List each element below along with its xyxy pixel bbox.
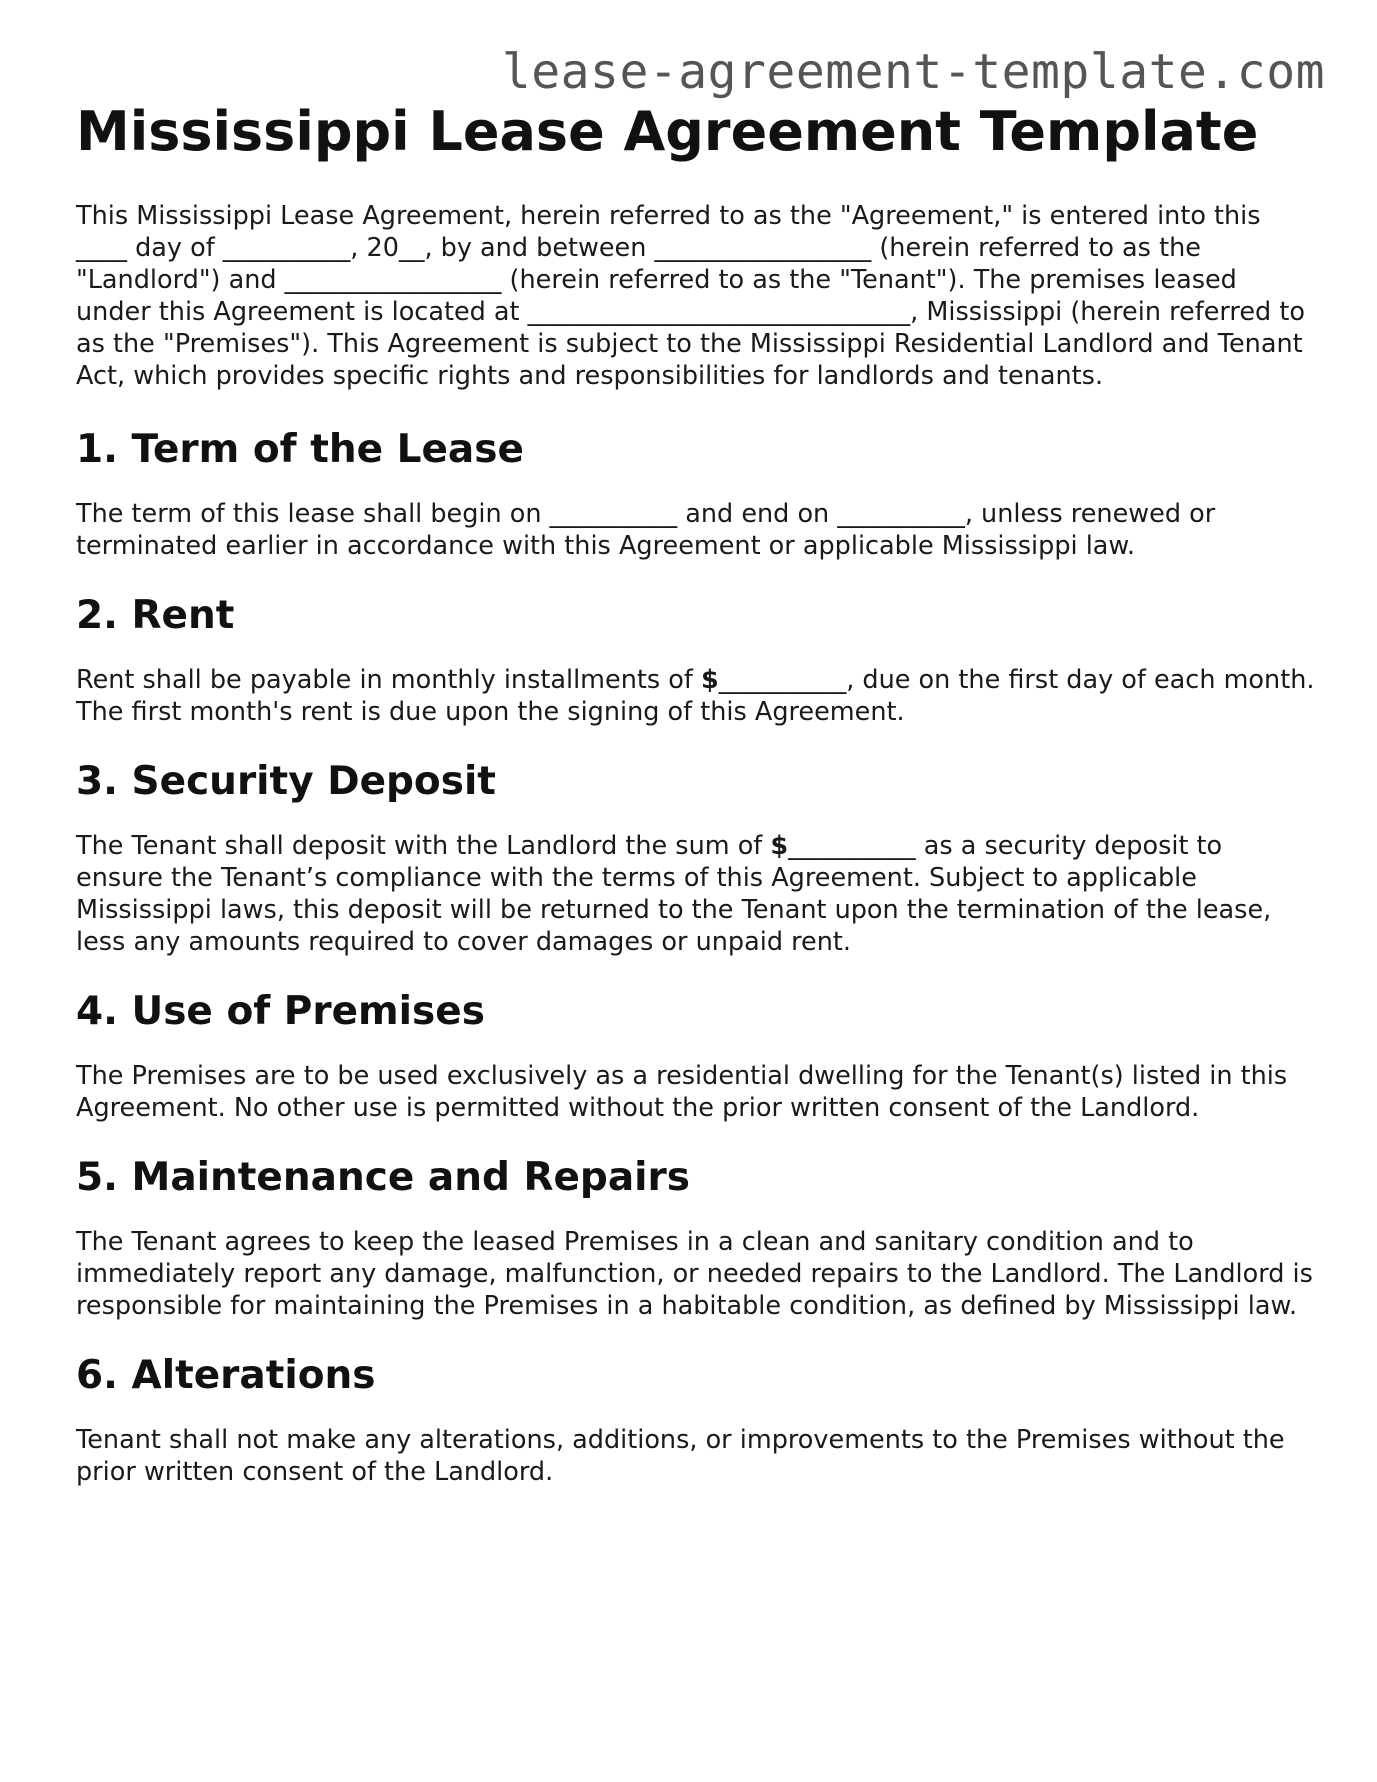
document-content [76,100,1316,1488]
intro-paragraph: This Mississippi Lease Agreement, herein referred to as the "Agreement," is entered into this ____ day of __________, 20__, by and between _________________ (herein referred to as the "Landlord") and _________________ (herein referred to as the "Tenant"). The premises leased under this Agreement is located at ______________________________, Mississippi (herein referred to as the "Premises"). This Agreement is subject to the Mississippi Residential Landlord and Tenant Act, which provides specific rights and responsibilities for landlords and tenants. [76,201,1305,391]
page-title: Mississippi Lease Agreement Template [76,100,1259,163]
section-body-use-of-premises: The Premises are to be used exclusively as a residential dwelling for the Tenant(s) listed in this Agreement. No other use is permitted without the prior written consent of the Landlord. [76,1061,1288,1123]
site-watermark: lease-agreement-template.com [501,44,1325,100]
section-body-maintenance: The Tenant agrees to keep the leased Premises in a clean and sanitary condition and to immediately report any damage, malfunction, or needed repairs to the Landlord. The Landlord is responsible for maintaining the Premises in a habitable condition, as defined by Mississippi law. [76,1227,1313,1321]
section-heading-use-of-premises: 4. Use of Premises [76,989,485,1034]
rent-text-before: Rent shall be payable in monthly installments of [76,665,701,695]
section-heading-maintenance: 5. Maintenance and Repairs [76,1155,690,1200]
section-body-rent [76,664,1316,728]
deposit-dollar-sign: $ [770,831,789,861]
section-heading-rent: 2. Rent [76,593,235,638]
section-body-term: The term of this lease shall begin on __________ and end on __________, unless renewed or terminated earlier in accordance with this Agreement or applicable Mississippi law. [76,499,1216,561]
rent-text-after: __________, due on the first day of each month. The first month's rent is due upon the signing of this Agreement. [76,665,1315,727]
deposit-text-after: __________ as a security deposit to ensure the Tenant’s compliance with the terms of this Agreement. Subject to applicable Mississippi laws, this deposit will be returned to the Tenant upon the termination of the lease, less any amounts required to cover damages or unpaid rent. [76,831,1272,957]
rent-dollar-sign: $ [700,665,719,695]
section-heading-security-deposit: 3. Security Deposit [76,759,496,804]
section-heading-alterations: 6. Alterations [76,1353,376,1398]
section-body-alterations: Tenant shall not make any alterations, additions, or improvements to the Premises without the prior written consent of the Landlord. [76,1425,1285,1487]
deposit-text-before: The Tenant shall deposit with the Landlord the sum of [76,831,771,861]
section-heading-term: 1. Term of the Lease [76,427,524,472]
section-body-security-deposit [76,830,1316,958]
